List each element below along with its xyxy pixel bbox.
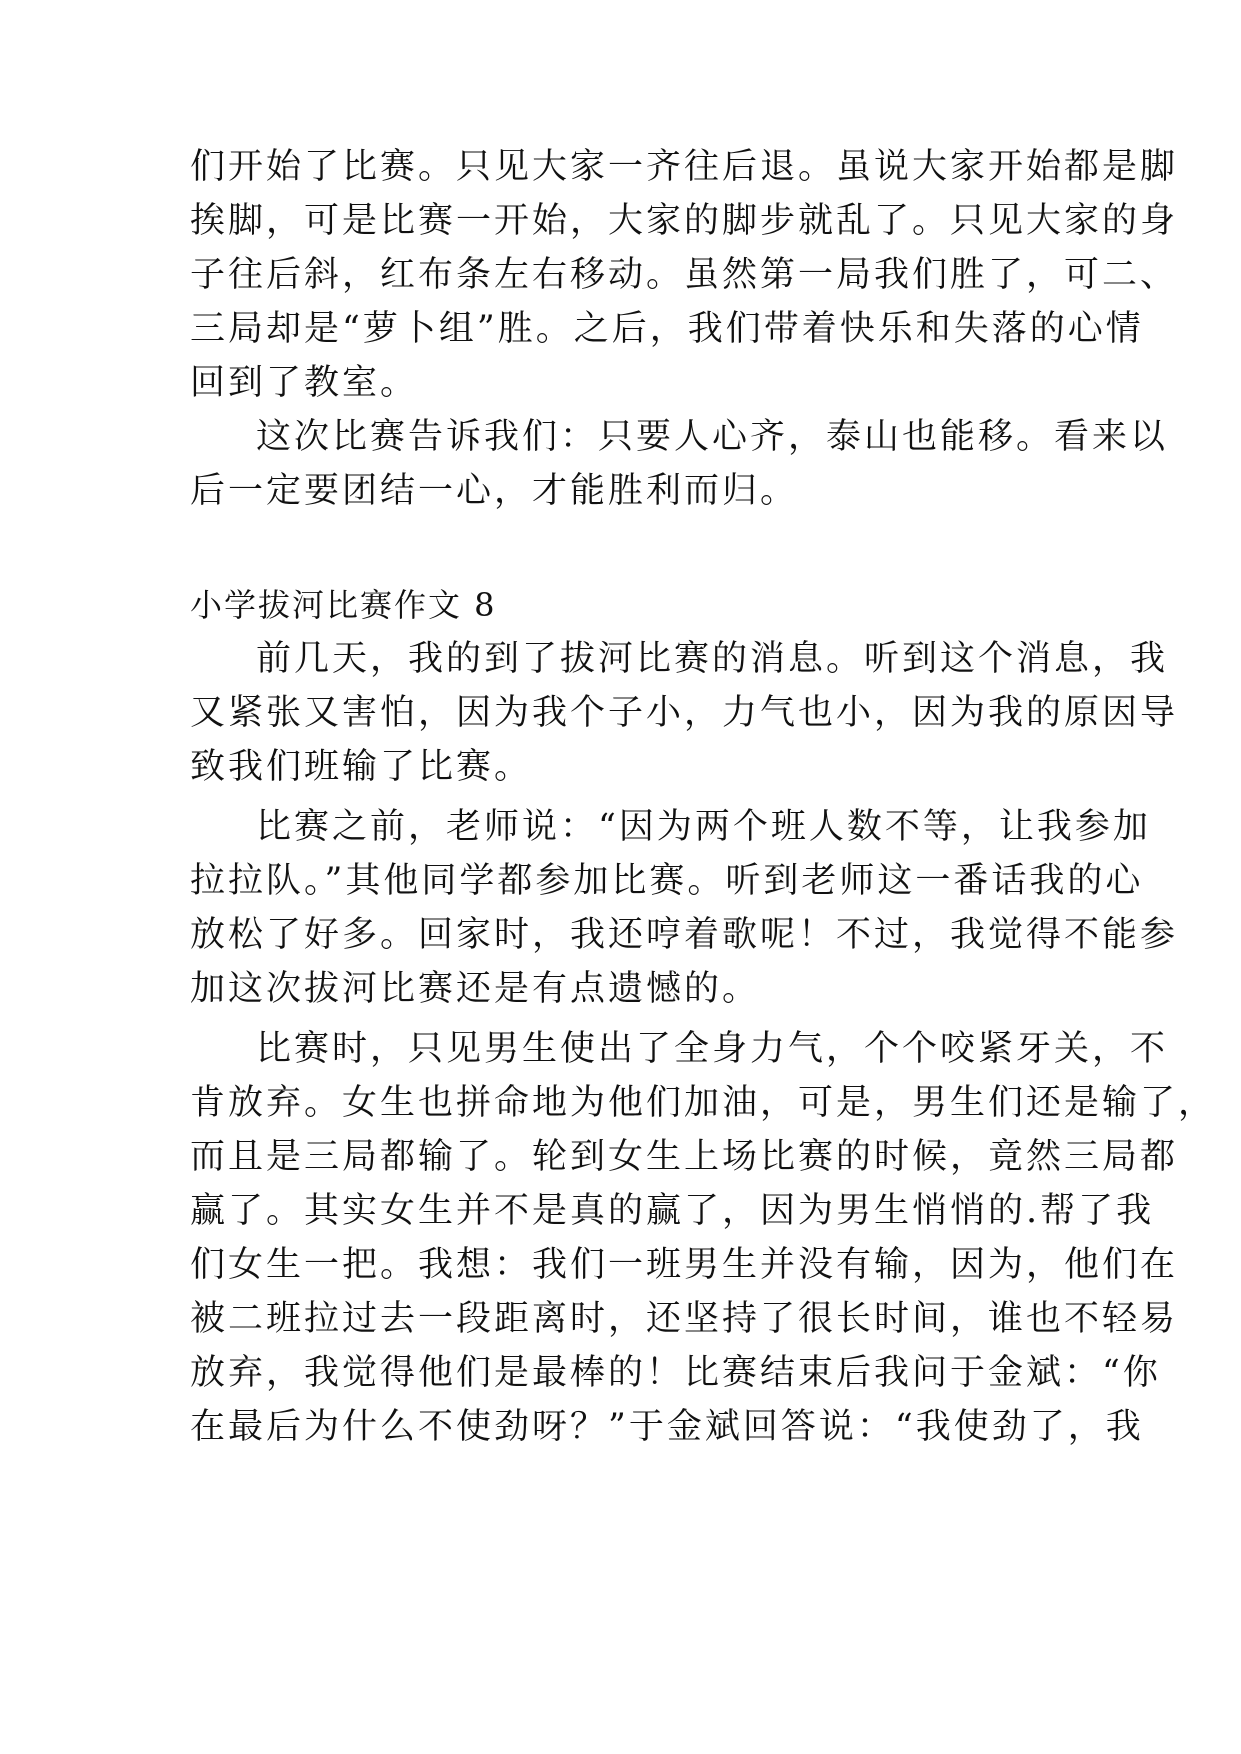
- paragraph-4-line-1: 比赛之前，老师说：“因为两个班人数不等，让我参加: [256, 807, 1151, 847]
- paragraph-2-line-1: 这次比赛告诉我们：只要人心齐，泰山也能移。看来以: [256, 417, 1169, 457]
- paragraph-5-line-2: 肯放弃。女生也拼命地为他们加油，可是，男生们还是输了，: [190, 1083, 1217, 1123]
- paragraph-5-line-4: 赢了。其实女生并不是真的赢了，因为男生悄悄的.帮了我: [190, 1191, 1155, 1231]
- paragraph-5-line-5: 们女生一把。我想：我们一班男生并没有输，因为，他们在: [190, 1245, 1179, 1285]
- paragraph-4-line-4: 加这次拔河比赛还是有点遗憾的。: [190, 969, 761, 1009]
- paragraph-5-line-6: 被二班拉过去一段距离时，还坚持了很长时间，谁也不轻易: [190, 1299, 1179, 1339]
- paragraph-1-line-2: 挨脚，可是比赛一开始，大家的脚步就乱了。只见大家的身: [190, 201, 1179, 241]
- paragraph-1-line-1: 们开始了比赛。只见大家一齐往后退。虽说大家开始都是脚: [190, 147, 1179, 187]
- paragraph-4-line-2: 拉拉队。”其他同学都参加比赛。听到老师这一番话我的心: [190, 861, 1144, 901]
- paragraph-3-line-2: 又紧张又害怕，因为我个子小，力气也小，因为我的原因导: [190, 693, 1179, 733]
- paragraph-4-line-3: 放松了好多。回家时，我还哼着歌呢！不过，我觉得不能参: [190, 915, 1179, 955]
- paragraph-5-line-3: 而且是三局都输了。轮到女生上场比赛的时候，竟然三局都: [190, 1137, 1179, 1177]
- paragraph-1-line-5: 回到了教室。: [190, 363, 419, 403]
- paragraph-1-line-3: 子往后斜，红布条左右移动。虽然第一局我们胜了，可二、: [190, 255, 1179, 295]
- section-title: 小学拔河比赛作文 8: [190, 586, 497, 624]
- paragraph-1-line-4: 三局却是“萝卜组”胜。之后，我们带着快乐和失落的心情: [190, 309, 1144, 349]
- paragraph-3-line-3: 致我们班输了比赛。: [190, 747, 533, 787]
- paragraph-5-line-1: 比赛时，只见男生使出了全身力气，个个咬紧牙关，不: [256, 1029, 1169, 1069]
- paragraph-5-line-7: 放弃，我觉得他们是最棒的！比赛结束后我问于金斌：“你: [190, 1353, 1161, 1393]
- paragraph-5-line-8: 在最后为什么不使劲呀？”于金斌回答说：“我使劲了，我: [190, 1407, 1144, 1447]
- paragraph-3-line-1: 前几天，我的到了拔河比赛的消息。听到这个消息，我: [256, 639, 1169, 679]
- paragraph-2-line-2: 后一定要团结一心，才能胜利而归。: [190, 471, 799, 511]
